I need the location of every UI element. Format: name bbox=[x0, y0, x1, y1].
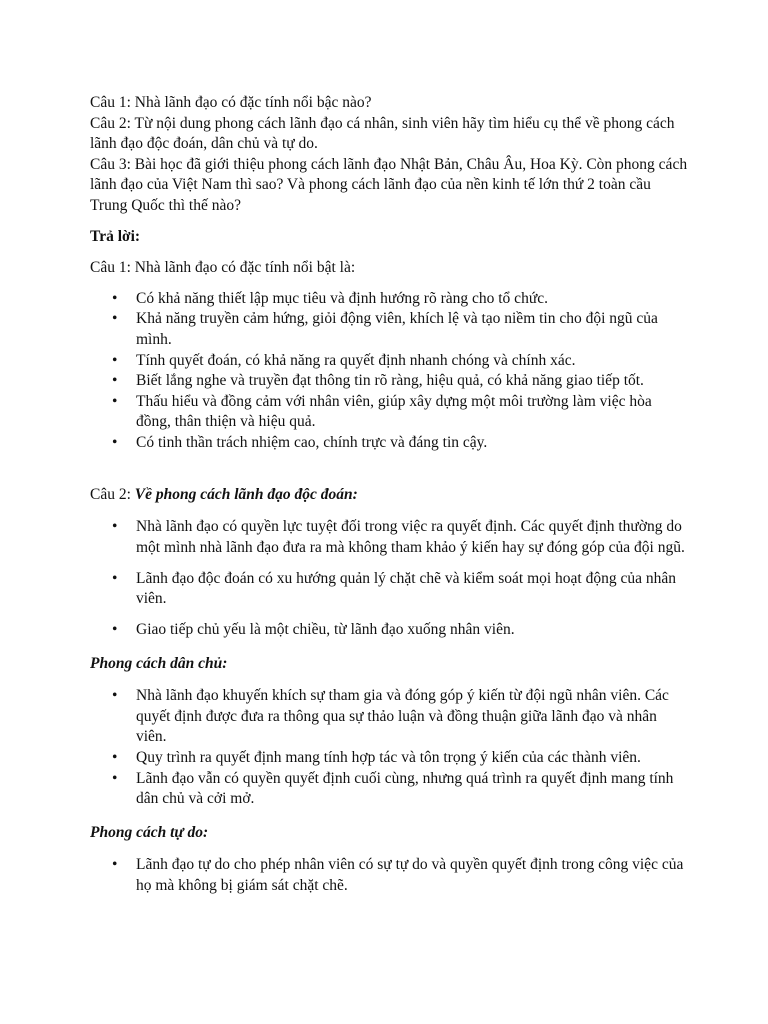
list-item: • Quy trình ra quyết định mang tính hợp tác và tôn trọng ý kiến của các thành viên. bbox=[136, 748, 690, 769]
answer-2-heading bbox=[90, 485, 690, 506]
list-item: • Lãnh đạo độc đoán có xu hướng quản lý chặt chẽ và kiểm soát mọi hoạt động của nhân viên. bbox=[136, 569, 690, 610]
autocratic-heading: Về phong cách lãnh đạo độc đoán: bbox=[134, 485, 358, 503]
question-2: Câu 2: Từ nội dung phong cách lãnh đạo cá nhân, sinh viên hãy tìm hiểu cụ thể về phong cách lãnh đạo độc đoán, dân chủ và tự do. bbox=[90, 114, 675, 153]
answer-1-intro: Câu 1: Nhà lãnh đạo có đặc tính nổi bật là: bbox=[90, 259, 356, 277]
list-item: • Có tinh thần trách nhiệm cao, chính trực và đáng tin cậy. bbox=[136, 433, 690, 454]
list-item: • Lãnh đạo vẫn có quyền quyết định cuối cùng, nhưng quá trình ra quyết định mang tính dân chủ và cởi mở. bbox=[136, 769, 690, 810]
question-1: Câu 1: Nhà lãnh đạo có đặc tính nổi bậc nào? bbox=[90, 94, 372, 111]
answer-2-prefix: Câu 2: bbox=[90, 485, 135, 503]
democratic-heading: Phong cách dân chủ: bbox=[90, 654, 228, 672]
questions-block bbox=[90, 93, 690, 217]
list-item: • Tính quyết đoán, có khả năng ra quyết định nhanh chóng và chính xác. bbox=[136, 351, 690, 372]
laissez-faire-heading: Phong cách tự do: bbox=[90, 823, 209, 841]
list-item: • Nhà lãnh đạo khuyến khích sự tham gia và đóng góp ý kiến từ đội ngũ nhân viên. Các quyết định được đưa ra thông qua sự thảo luận và đồng thuận giữa lãnh đạo và nhân viên. bbox=[136, 686, 690, 748]
list-item: • Lãnh đạo tự do cho phép nhân viên có sự tự do và quyền quyết định trong công việc của họ mà không bị giám sát chặt chẽ. bbox=[136, 855, 690, 896]
list-item: • Nhà lãnh đạo có quyền lực tuyệt đối trong việc ra quyết định. Các quyết định thường do một mình nhà lãnh đạo đưa ra mà không tham khảo ý kiến hay sự đóng góp của đội ngũ. bbox=[136, 517, 690, 558]
list-item: • Có khả năng thiết lập mục tiêu và định hướng rõ ràng cho tổ chức. bbox=[136, 289, 690, 310]
democratic-list bbox=[90, 686, 690, 810]
autocratic-list bbox=[90, 517, 690, 641]
answer-heading: Trả lời: bbox=[90, 227, 141, 245]
list-item: • Khả năng truyền cảm hứng, giỏi động viên, khích lệ và tạo niềm tin cho đội ngũ của mình. bbox=[136, 309, 690, 350]
document-page bbox=[90, 93, 690, 897]
list-item: • Biết lắng nghe và truyền đạt thông tin rõ ràng, hiệu quả, có khả năng giao tiếp tốt. bbox=[136, 371, 690, 392]
list-item: • Thấu hiểu và đồng cảm với nhân viên, giúp xây dựng một môi trường làm việc hòa đồng, thân thiện và hiệu quả. bbox=[136, 392, 690, 433]
question-3: Câu 3: Bài học đã giới thiệu phong cách lãnh đạo Nhật Bản, Châu Âu, Hoa Kỳ. Còn phong cách lãnh đạo của Việt Nam thì sao? Và phong cách lãnh đạo của nền kinh tế lớn thứ 2 toàn cầu Trung Quốc thì thế nào? bbox=[90, 155, 688, 214]
answer-1-list bbox=[90, 289, 690, 454]
laissez-faire-list bbox=[90, 855, 690, 896]
list-item: • Giao tiếp chủ yếu là một chiều, từ lãnh đạo xuống nhân viên. bbox=[136, 620, 690, 641]
